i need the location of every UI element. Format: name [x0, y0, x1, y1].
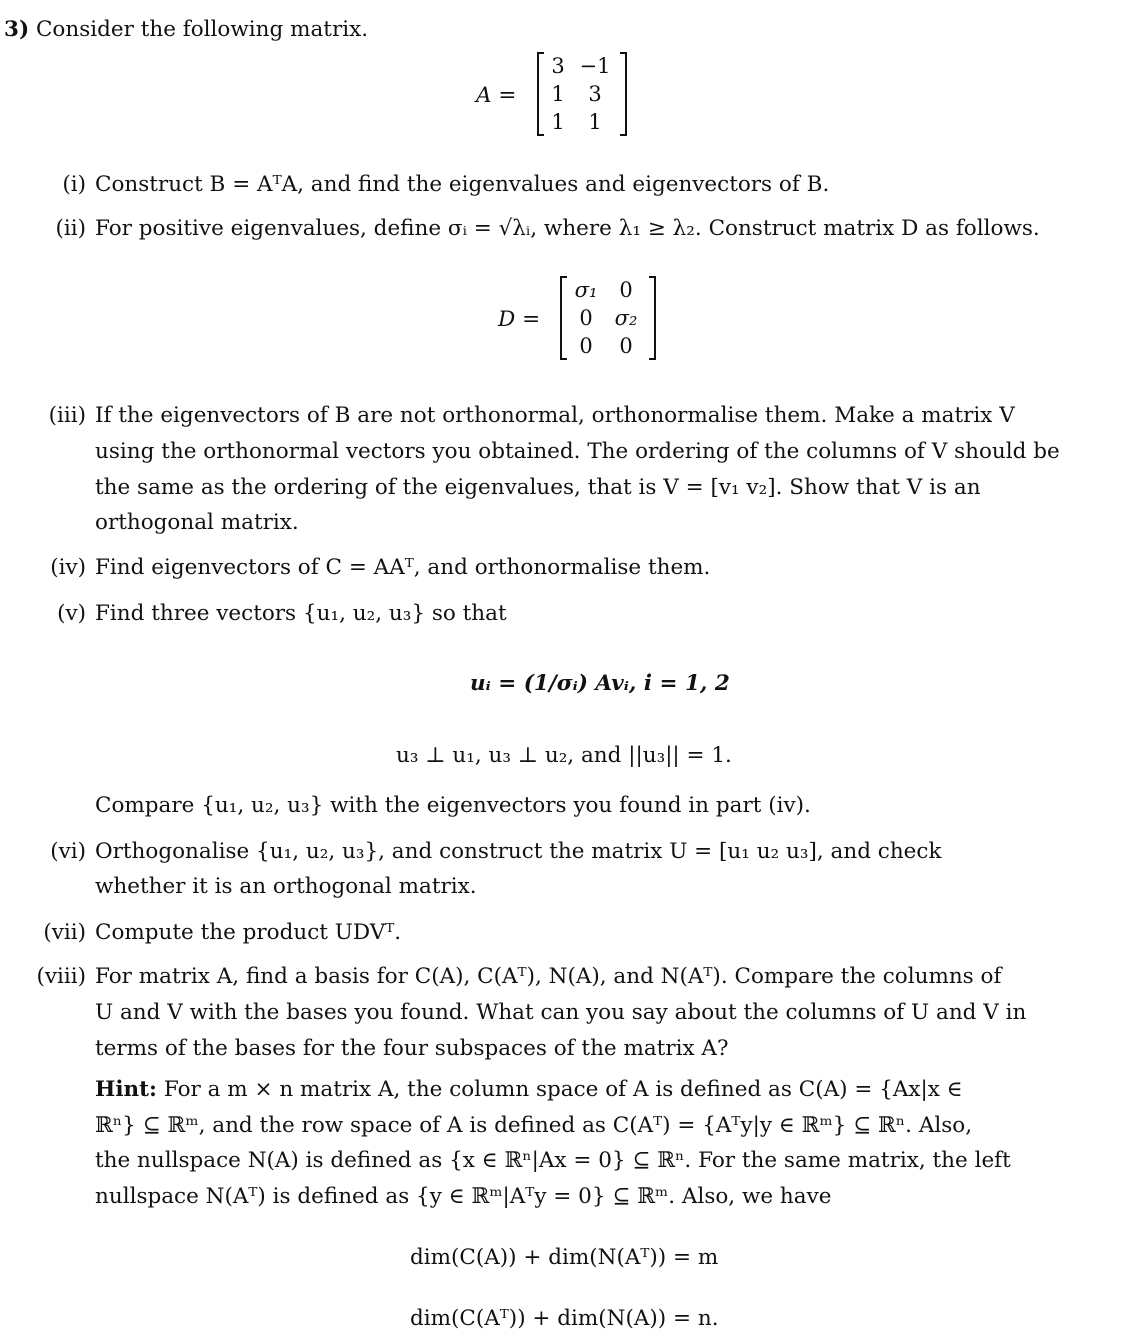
part-iii-label: (iii) — [48, 403, 86, 428]
part-iii-line: using the orthonormal vectors you obtained. The ordering of the columns of V should be — [95, 439, 1060, 464]
matrix-a-label: A = — [476, 83, 517, 108]
hint-line: For a m × n matrix A, the column space of A is defined as C(A) = {Ax|x ∈ — [163, 1077, 963, 1102]
part-vi-label: (vi) — [50, 839, 86, 864]
problem-intro: Consider the following matrix. — [35, 17, 369, 42]
matrix-d-cell: 0 — [619, 278, 633, 302]
hint-line: nullspace N(Aᵀ) is defined as {y ∈ ℝᵐ|Aᵀy = 0} ⊆ ℝᵐ. Also, we have — [95, 1184, 832, 1209]
part-iii-line: the same as the ordering of the eigenvalues, that is V = [v₁ v₂]. Show that V is an — [95, 475, 981, 500]
matrix-a-cell: 1 — [588, 110, 602, 134]
matrix-a-cell: 3 — [551, 54, 565, 78]
matrix-d-cell: 0 — [579, 334, 593, 358]
matrix-a-cell: −1 — [579, 54, 611, 78]
part-v-compare: Compare {u₁, u₂, u₃} with the eigenvectors you found in part (iv). — [95, 793, 811, 818]
matrix-a-cell: 1 — [551, 110, 565, 134]
matrix-a — [537, 52, 627, 136]
part-ii-text: For positive eigenvalues, define σᵢ = √λᵢ, where λ₁ ≥ λ₂. Construct matrix D as follows. — [95, 216, 1040, 241]
part-vi-line: Orthogonalise {u₁, u₂, u₃}, and construct the matrix U = [u₁ u₂ u₃], and check — [95, 839, 942, 864]
part-viii-line: For matrix A, find a basis for C(A), C(Aᵀ), N(A), and N(Aᵀ). Compare the columns of — [95, 964, 1002, 989]
problem-number: 3) — [4, 17, 30, 42]
part-i-label: (i) — [62, 172, 86, 197]
matrix-d-cell: σ₂ — [614, 306, 638, 330]
part-v-equation-ui: uᵢ = (1/σᵢ) Avᵢ, i = 1, 2 — [470, 671, 730, 696]
part-viii-line: U and V with the bases you found. What can you say about the columns of U and V in — [95, 1000, 1027, 1025]
part-iv-text: Find eigenvectors of C = AAᵀ, and orthonormalise them. — [95, 555, 711, 580]
part-i-text: Construct B = AᵀA, and find the eigenvalues and eigenvectors of B. — [95, 172, 830, 197]
part-vii-label: (vii) — [43, 920, 86, 945]
part-v-equation-u3: u₃ ⊥ u₁, u₃ ⊥ u₂, and ||u₃|| = 1. — [396, 743, 732, 768]
part-v-label: (v) — [57, 601, 86, 626]
part-ii-label: (ii) — [55, 216, 86, 241]
hint-first-line — [95, 1076, 963, 1104]
matrix-d-cell: 0 — [619, 334, 633, 358]
part-viii-label: (viii) — [36, 964, 86, 989]
matrix-a-cell: 1 — [551, 82, 565, 106]
matrix-d-label: D = — [498, 307, 541, 332]
hint-line: the nullspace N(A) is defined as {x ∈ ℝⁿ|Ax = 0} ⊆ ℝⁿ. For the same matrix, the left — [95, 1148, 1011, 1173]
problem-heading — [4, 16, 368, 44]
part-iii-line: If the eigenvectors of B are not orthonormal, orthonormalise them. Make a matrix V — [95, 403, 1015, 428]
part-vii-text: Compute the product UDVᵀ. — [95, 920, 402, 945]
part-viii-line: terms of the bases for the four subspaces of the matrix A? — [95, 1036, 729, 1061]
hint-label: Hint: — [95, 1077, 157, 1102]
matrix-d-cell: σ₁ — [574, 278, 598, 302]
part-iv-label: (iv) — [50, 555, 86, 580]
part-v-text: Find three vectors {u₁, u₂, u₃} so that — [95, 601, 507, 626]
part-iii-line: orthogonal matrix. — [95, 510, 299, 535]
dim-equation-2: dim(C(Aᵀ)) + dim(N(A)) = n. — [410, 1306, 719, 1331]
hint-line: ℝⁿ} ⊆ ℝᵐ, and the row space of A is defined as C(Aᵀ) = {Aᵀy|y ∈ ℝᵐ} ⊆ ℝⁿ. Also, — [95, 1113, 973, 1138]
matrix-d-cell: 0 — [579, 306, 593, 330]
dim-equation-1: dim(C(A)) + dim(N(Aᵀ)) = m — [410, 1245, 719, 1270]
matrix-a-cell: 3 — [588, 82, 602, 106]
matrix-d — [560, 276, 656, 360]
part-vi-line: whether it is an orthogonal matrix. — [95, 874, 477, 899]
